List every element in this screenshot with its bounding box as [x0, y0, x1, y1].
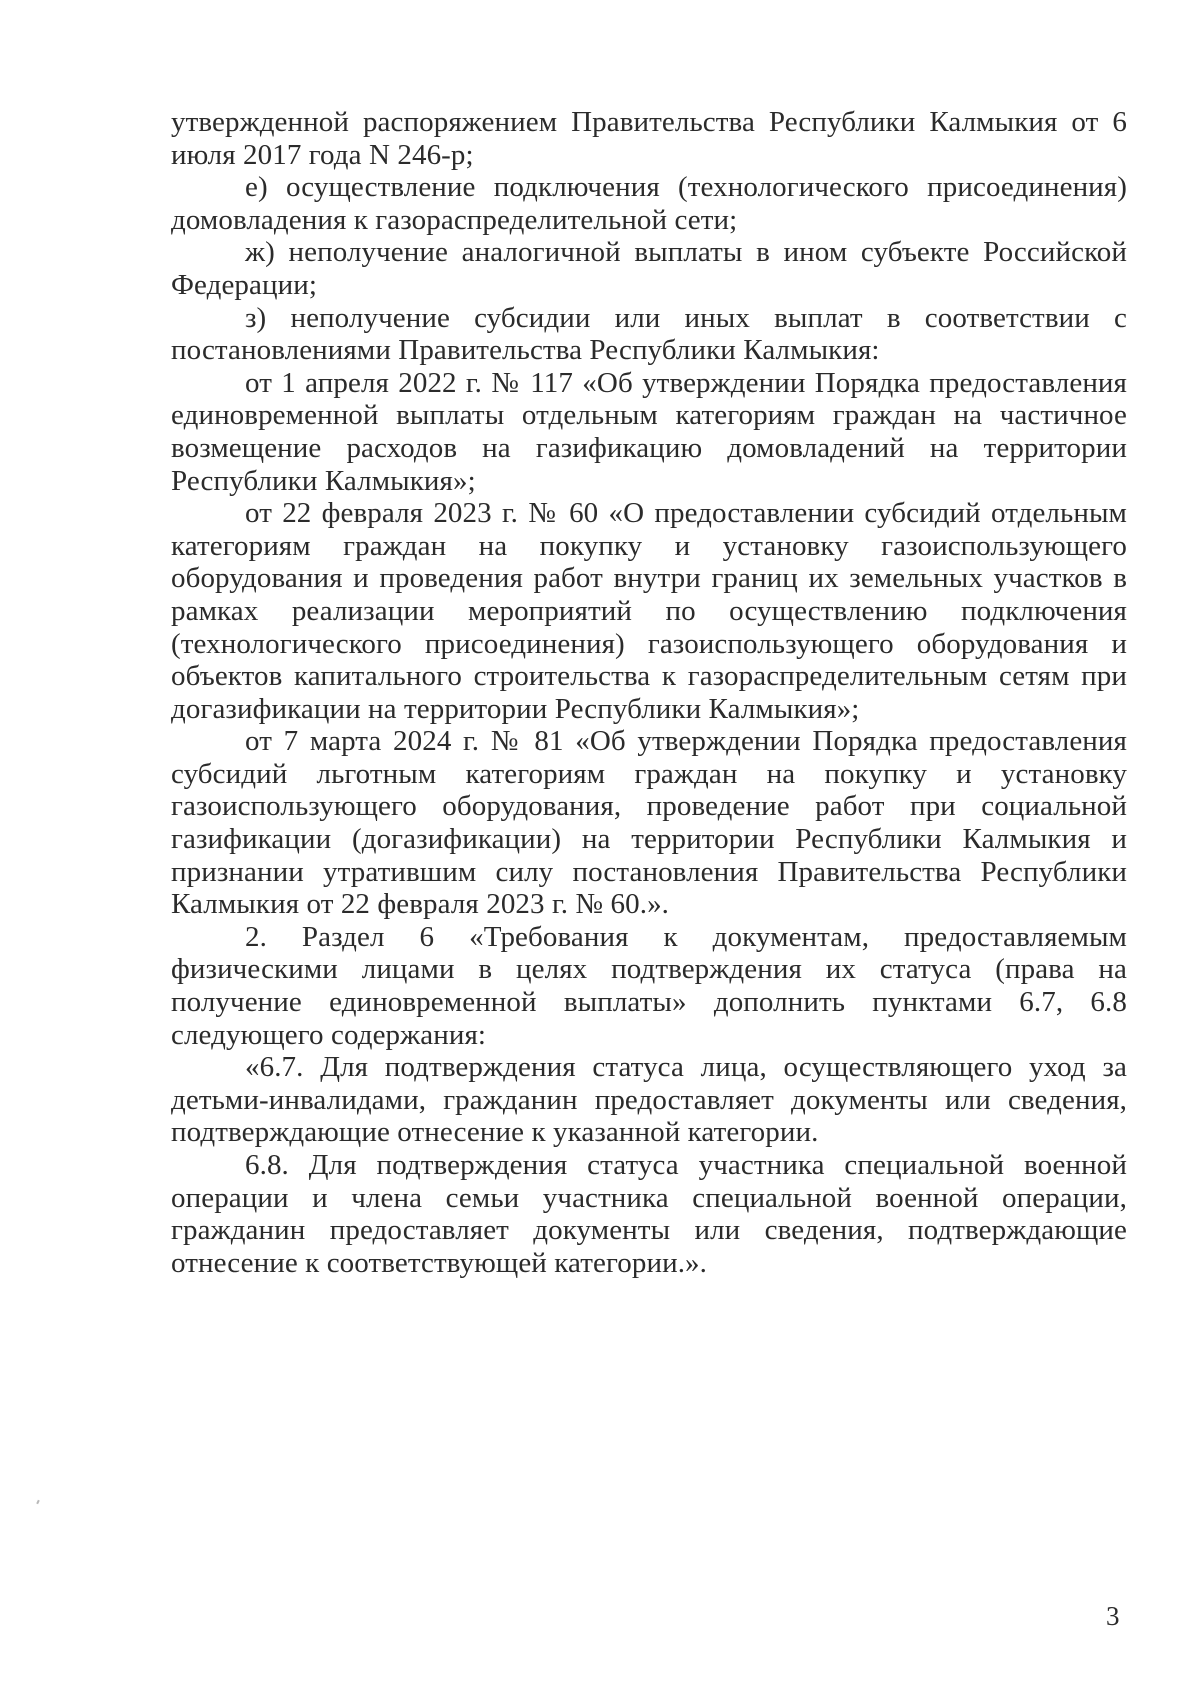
paragraph-item-zh: ж) неполучение аналогичной выплаты в ином субъекте Российской Федерации; [171, 236, 1127, 301]
paragraph-resolution-60: от 22 февраля 2023 г. № 60 «О предоставлении субсидий отдельным категориям граждан на покупку и установку газоиспользующего оборудования и проведения работ внутри границ их земельных участков в рамках реализации мероприятий по осуществлению подключения (технологического присоединения) газоиспользующего оборудования и объектов капитального строительства к газораспределительным сетям при догазификации на территории Республики Калмыкия»; [171, 497, 1127, 725]
paragraph-item-z: з) неполучение субсидии или иных выплат в соответствии с постановлениями Правительства Республики Калмыкия: [171, 301, 1127, 367]
scan-artifact [36, 1500, 40, 1504]
paragraph-resolution-81: от 7 марта 2024 г. № 81 «Об утверждении Порядка предоставления субсидий льготным категориям граждан на покупку и установку газоиспользующего оборудования, проведение работ при социальной газификации (догазификации) на территории Республики Калмыкия и признании утратившим силу постановления Правительства Республики Калмыкия от 22 февраля 2023 г. № 60.». [171, 725, 1127, 921]
paragraph-resolution-117: от 1 апреля 2022 г. № 117 «Об утверждении Порядка предоставления единовременной выплаты отдельным категориям граждан на частичное возмещение расходов на газификацию домовладений на территории Республики Калмыкия»; [171, 366, 1127, 497]
document-body [171, 106, 1127, 1279]
paragraph-item-6-7: «6.7. Для подтверждения статуса лица, осуществляющего уход за детьми-инвалидами, гражданин предоставляет документы или сведения, подтверждающие отнесение к указанной категории. [171, 1051, 1127, 1149]
paragraph-item-6-8: 6.8. Для подтверждения статуса участника специальной военной операции и члена семьи участника специальной военной операции, гражданин предоставляет документы или сведения, подтверждающие отнесение к соответствующей категории.». [171, 1149, 1127, 1279]
paragraph-section-6-amendment: 2. Раздел 6 «Требования к документам, предоставляемым физическими лицами в целях подтверждения их статуса (права на получение единовременной выплаты» дополнить пунктами 6.7, 6.8 следующего содержания: [171, 920, 1127, 1051]
paragraph-order-continuation: утвержденной распоряжением Правительства Республики Калмыкия от 6 июля 2017 года N 246-р; [171, 106, 1127, 171]
page-number: 3 [1106, 1601, 1120, 1631]
paragraph-item-e: е) осуществление подключения (технологического присоединения) домовладения к газораспределительной сети; [171, 171, 1127, 236]
